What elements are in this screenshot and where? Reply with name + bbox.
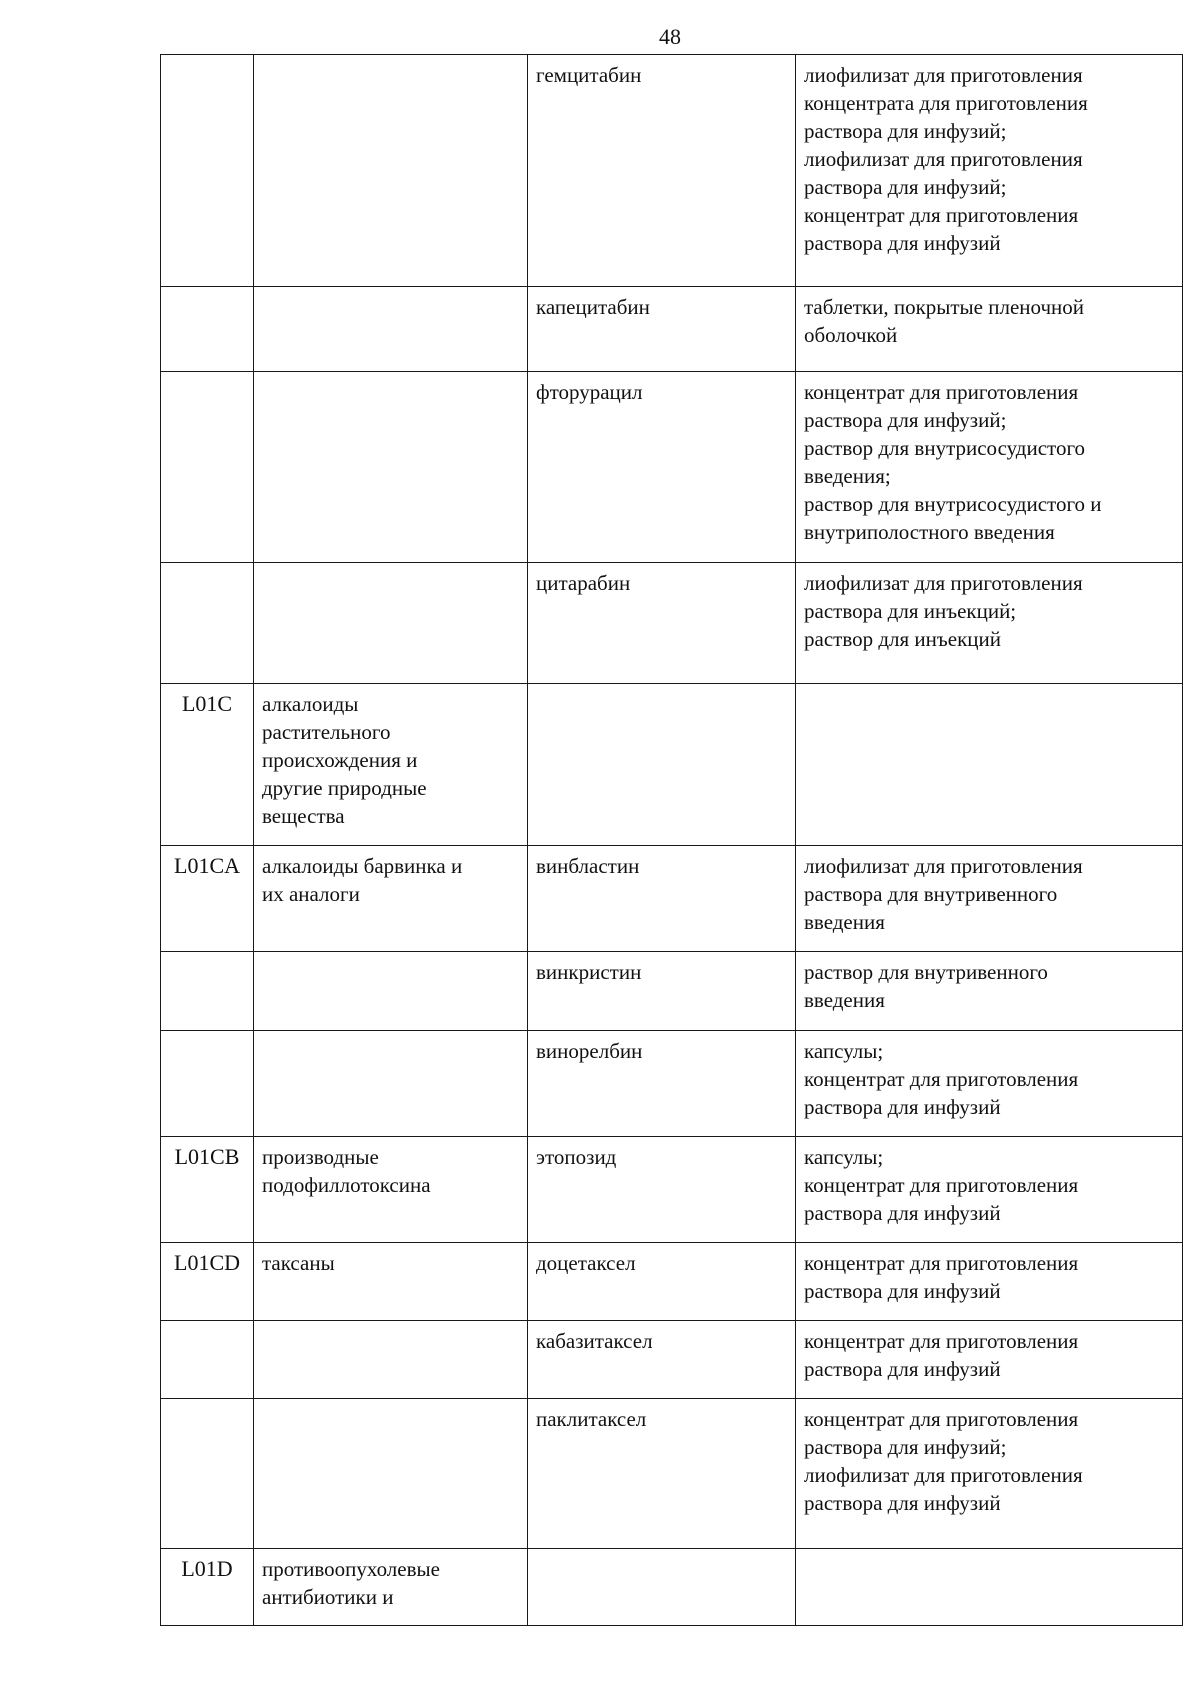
- atc-code-cell: [161, 1321, 254, 1399]
- group-cell: [254, 1399, 528, 1549]
- table-row: [161, 563, 1183, 684]
- drug-name-cell: винкристин: [528, 952, 796, 1031]
- dosage-form-cell: капсулы; концентрат для приготовления раствора для инфузий: [796, 1137, 1183, 1243]
- group-cell: [254, 1031, 528, 1137]
- table-row: [161, 1137, 1183, 1243]
- atc-code-cell: [161, 372, 254, 563]
- dosage-form-cell: концентрат для приготовления раствора для инфузий; лиофилизат для приготовления раствора для инфузий: [796, 1399, 1183, 1549]
- group-cell: алкалоиды растительного происхождения и другие природные вещества: [254, 684, 528, 846]
- medication-table-wrapper: [160, 54, 1183, 1626]
- atc-code-cell: [161, 287, 254, 372]
- table-row: [161, 1243, 1183, 1321]
- dosage-form-cell: капсулы; концентрат для приготовления раствора для инфузий: [796, 1031, 1183, 1137]
- dosage-form-cell: таблетки, покрытые пленочной оболочкой: [796, 287, 1183, 372]
- dosage-form-cell: лиофилизат для приготовления раствора для внутривенного введения: [796, 846, 1183, 952]
- atc-code-cell: L01D: [161, 1549, 254, 1626]
- drug-name-cell: [528, 684, 796, 846]
- table-row: [161, 1399, 1183, 1549]
- group-cell: [254, 1321, 528, 1399]
- dosage-form-cell: концентрат для приготовления раствора для инфузий: [796, 1321, 1183, 1399]
- drug-name-cell: кабазитаксел: [528, 1321, 796, 1399]
- table-row: [161, 1321, 1183, 1399]
- atc-code-cell: [161, 563, 254, 684]
- atc-code-cell: L01C: [161, 684, 254, 846]
- table-row: [161, 846, 1183, 952]
- drug-name-cell: винбластин: [528, 846, 796, 952]
- drug-name-cell: цитарабин: [528, 563, 796, 684]
- atc-code-cell: [161, 1399, 254, 1549]
- dosage-form-cell: [796, 684, 1183, 846]
- atc-code-cell: [161, 1031, 254, 1137]
- medication-table: [160, 54, 1183, 1626]
- drug-name-cell: гемцитабин: [528, 55, 796, 287]
- group-cell: [254, 563, 528, 684]
- dosage-form-cell: концентрат для приготовления раствора для инфузий: [796, 1243, 1183, 1321]
- group-cell: производные подофиллотоксина: [254, 1137, 528, 1243]
- atc-code-cell: [161, 55, 254, 287]
- dosage-form-cell: лиофилизат для приготовления раствора для инъекций; раствор для инъекций: [796, 563, 1183, 684]
- group-cell: [254, 287, 528, 372]
- drug-name-cell: этопозид: [528, 1137, 796, 1243]
- page-number: 48: [659, 24, 681, 49]
- dosage-form-cell: раствор для внутривенного введения: [796, 952, 1183, 1031]
- group-cell: алкалоиды барвинка и их аналоги: [254, 846, 528, 952]
- table-row: [161, 372, 1183, 563]
- atc-code-cell: L01CD: [161, 1243, 254, 1321]
- drug-name-cell: капецитабин: [528, 287, 796, 372]
- dosage-form-cell: концентрат для приготовления раствора для инфузий; раствор для внутрисосудистого введения; раствор для внутрисосудистого и внутриполостного введения: [796, 372, 1183, 563]
- group-cell: таксаны: [254, 1243, 528, 1321]
- atc-code-cell: L01CB: [161, 1137, 254, 1243]
- group-cell: [254, 952, 528, 1031]
- drug-name-cell: доцетаксел: [528, 1243, 796, 1321]
- group-cell: противоопухолевые антибиотики и: [254, 1549, 528, 1626]
- drug-name-cell: винорелбин: [528, 1031, 796, 1137]
- atc-code-cell: L01CA: [161, 846, 254, 952]
- atc-code-cell: [161, 952, 254, 1031]
- table-row: [161, 1031, 1183, 1137]
- drug-name-cell: фторурацил: [528, 372, 796, 563]
- dosage-form-cell: [796, 1549, 1183, 1626]
- group-cell: [254, 372, 528, 563]
- table-row: [161, 287, 1183, 372]
- table-row: [161, 1549, 1183, 1626]
- drug-name-cell: [528, 1549, 796, 1626]
- table-row: [161, 952, 1183, 1031]
- dosage-form-cell: лиофилизат для приготовления концентрата для приготовления раствора для инфузий; лиофилизат для приготовления раствора для инфузий; концентрат для приготовления раствора для инфузий: [796, 55, 1183, 287]
- table-row: [161, 684, 1183, 846]
- drug-name-cell: паклитаксел: [528, 1399, 796, 1549]
- group-cell: [254, 55, 528, 287]
- table-row: [161, 55, 1183, 287]
